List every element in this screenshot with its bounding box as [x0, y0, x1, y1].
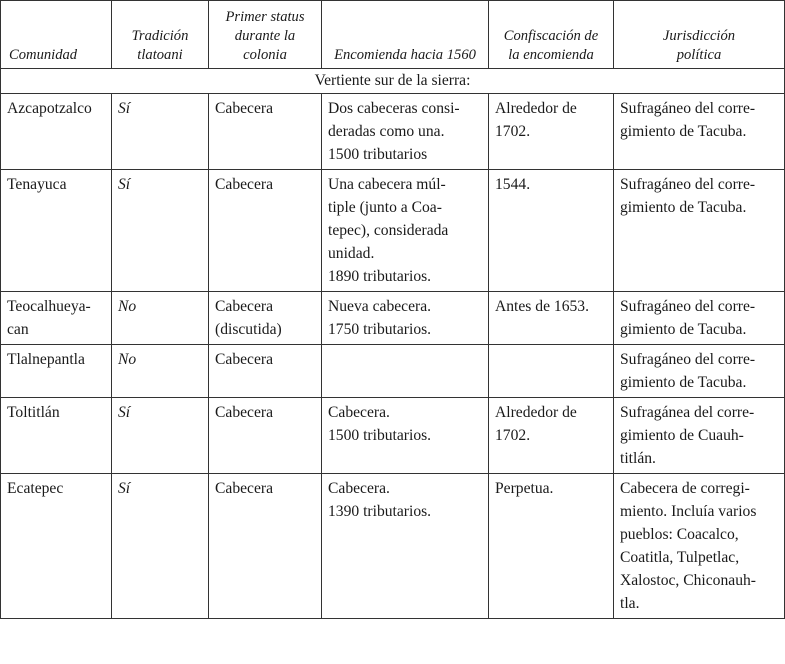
cell-encomienda: [322, 474, 489, 619]
header-confiscacion-line: la encomienda: [508, 47, 594, 63]
header-confiscacion: [489, 1, 614, 69]
table-row: [1, 398, 785, 474]
cell-encomienda-line: 1390 tributarios.: [328, 503, 432, 520]
cell-comunidad: [1, 292, 112, 345]
cell-confiscacion: [489, 94, 614, 170]
cell-confiscacion: [489, 170, 614, 292]
header-primer-status-line: durante la: [234, 28, 296, 44]
cell-status: [209, 170, 322, 292]
cell-encomienda-line: Una cabecera múl-: [328, 176, 446, 193]
cell-confiscacion-line: 1702.: [495, 427, 531, 444]
header-jurisdiccion: [614, 1, 785, 69]
header-tradicion-line: tlatoani: [137, 47, 183, 63]
cell-comunidad-line: Azcapotzalco: [7, 100, 92, 117]
cell-jurisdiccion-line: gimiento de Tacuba.: [620, 123, 747, 140]
cell-tradicion: Sí: [112, 398, 209, 474]
section-title: Vertiente sur de la sierra:: [1, 69, 785, 94]
cell-comunidad-line: Ecatepec: [7, 480, 64, 497]
header-jurisdiccion-line: Jurisdicción: [662, 28, 736, 44]
cell-encomienda: [322, 345, 489, 398]
header-primer-status-line: Primer status: [225, 9, 305, 25]
cell-confiscacion: [489, 345, 614, 398]
cell-jurisdiccion-line: Coatitla, Tulpetlac,: [620, 549, 740, 566]
cell-jurisdiccion-line: miento. Incluía varios: [620, 503, 757, 520]
cell-status-line: Cabecera: [215, 351, 273, 368]
cell-confiscacion-line: 1702.: [495, 123, 531, 140]
header-row: [1, 1, 785, 69]
cell-comunidad: [1, 170, 112, 292]
table-row: [1, 474, 785, 619]
cell-comunidad-line: Toltitlán: [7, 404, 60, 421]
cell-jurisdiccion-line: gimiento de Tacuba.: [620, 199, 747, 216]
cell-jurisdiccion-line: Sufragáneo del corre-: [620, 298, 756, 315]
cell-encomienda-line: tiple (junto a Coa-: [328, 199, 442, 216]
cell-confiscacion: [489, 292, 614, 345]
cell-confiscacion-line: 1544.: [495, 176, 531, 193]
cell-encomienda-line: 1890 tributarios.: [328, 268, 432, 285]
header-tradicion-line: Tradición: [131, 28, 189, 44]
table-row: [1, 345, 785, 398]
cell-encomienda-line: 1750 tributarios.: [328, 321, 432, 338]
header-primer-status-line: colonia: [243, 47, 287, 63]
header-primer-status: [209, 1, 322, 69]
cell-jurisdiccion: [614, 94, 785, 170]
cell-jurisdiccion-line: Xalostoc, Chiconauh-: [620, 572, 756, 589]
cell-encomienda-line: Dos cabeceras consi-: [328, 100, 460, 117]
cell-jurisdiccion-line: gimiento de Tacuba.: [620, 374, 747, 391]
cell-tradicion: No: [112, 345, 209, 398]
cell-confiscacion: [489, 398, 614, 474]
cell-jurisdiccion-line: Cabecera de corregi-: [620, 480, 750, 497]
cell-status-line: Cabecera: [215, 480, 273, 497]
cell-status-line: (discutida): [215, 321, 282, 338]
cell-jurisdiccion-line: Sufragáneo del corre-: [620, 100, 756, 117]
cell-encomienda-line: unidad.: [328, 245, 375, 262]
section-row: [1, 69, 785, 94]
cell-status: [209, 345, 322, 398]
cell-comunidad-line: Tlalnepantla: [7, 351, 85, 368]
cell-jurisdiccion: [614, 170, 785, 292]
header-confiscacion-line: Confiscación de: [503, 28, 599, 44]
cell-encomienda-line: Cabecera.: [328, 480, 390, 497]
cell-confiscacion: [489, 474, 614, 619]
cell-status: [209, 292, 322, 345]
cell-status-line: Cabecera: [215, 100, 273, 117]
cell-comunidad: [1, 94, 112, 170]
cell-jurisdiccion-line: gimiento de Cuauh-: [620, 427, 744, 444]
cell-jurisdiccion: [614, 398, 785, 474]
cell-jurisdiccion-line: tla.: [620, 595, 640, 612]
header-encomienda: Encomienda hacia 1560: [322, 1, 489, 69]
table-row: [1, 94, 785, 170]
cell-encomienda-line: 1500 tributarios: [328, 146, 428, 163]
cell-comunidad-line: can: [7, 321, 29, 338]
cell-encomienda: [322, 94, 489, 170]
cell-encomienda: [322, 398, 489, 474]
cell-encomienda-line: Nueva cabecera.: [328, 298, 432, 315]
cell-confiscacion-line: Alrededor de: [495, 404, 577, 421]
cell-comunidad: [1, 474, 112, 619]
cell-jurisdiccion: [614, 345, 785, 398]
cell-encomienda-line: tepec), considerada: [328, 222, 449, 239]
header-jurisdiccion-line: política: [676, 47, 722, 63]
cell-status-line: Cabecera: [215, 404, 273, 421]
cell-status-line: Cabecera: [215, 176, 273, 193]
cell-confiscacion-line: Antes de 1653.: [495, 298, 589, 315]
cell-comunidad-line: Tenayuca: [7, 176, 67, 193]
cell-confiscacion-line: Alrededor de: [495, 100, 577, 117]
cell-status-line: Cabecera: [215, 298, 273, 315]
cell-tradicion: Sí: [112, 170, 209, 292]
cell-confiscacion-line: Perpetua.: [495, 480, 554, 497]
cell-status: [209, 94, 322, 170]
cell-encomienda: [322, 292, 489, 345]
header-tradicion: [112, 1, 209, 69]
cell-tradicion: Sí: [112, 474, 209, 619]
cell-comunidad-line: Teocalhueya-: [7, 298, 91, 315]
table-row: [1, 170, 785, 292]
cell-jurisdiccion-line: gimiento de Tacuba.: [620, 321, 747, 338]
cell-jurisdiccion: [614, 474, 785, 619]
cell-tradicion: Sí: [112, 94, 209, 170]
cell-comunidad: [1, 398, 112, 474]
cell-status: [209, 474, 322, 619]
cell-jurisdiccion-line: titlán.: [620, 450, 656, 467]
cell-encomienda-line: 1500 tributarios.: [328, 427, 432, 444]
cell-status: [209, 398, 322, 474]
header-comunidad: Comunidad: [1, 1, 112, 69]
cell-jurisdiccion-line: pueblos: Coacalco,: [620, 526, 739, 543]
cell-comunidad: [1, 345, 112, 398]
table-row: [1, 292, 785, 345]
cell-encomienda-line: Cabecera.: [328, 404, 390, 421]
cell-jurisdiccion-line: Sufragáneo del corre-: [620, 351, 756, 368]
cell-encomienda: [322, 170, 489, 292]
cell-encomienda-line: deradas como una.: [328, 123, 445, 140]
cell-jurisdiccion-line: Sufragánea del corre-: [620, 404, 755, 421]
cell-jurisdiccion: [614, 292, 785, 345]
cell-tradicion: No: [112, 292, 209, 345]
cell-jurisdiccion-line: Sufragáneo del corre-: [620, 176, 756, 193]
